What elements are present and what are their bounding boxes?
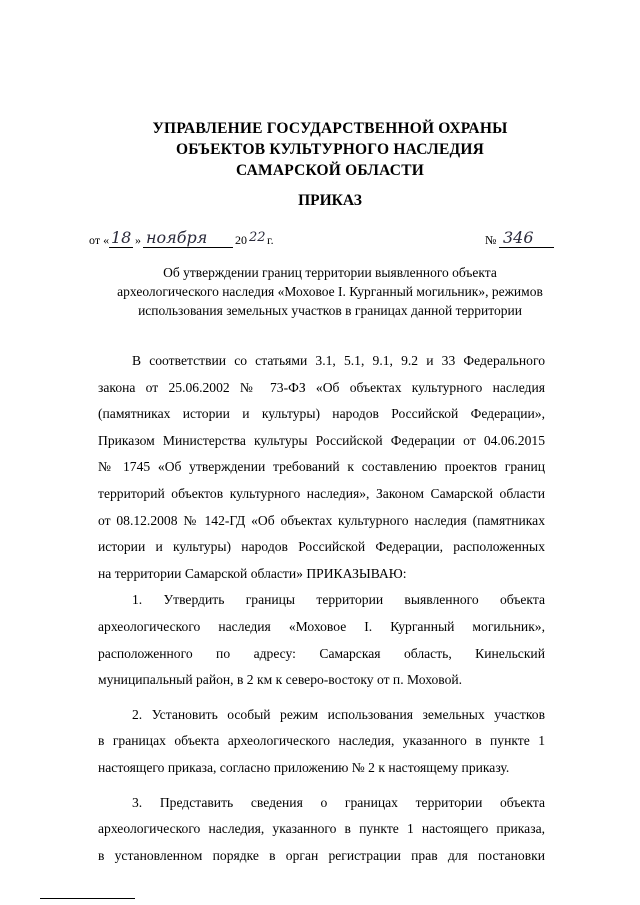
date-quote-close: » [135, 233, 141, 247]
header-line-1: УПРАВЛЕНИЕ ГОСУДАРСТВЕННОЙ ОХРАНЫ [152, 120, 508, 137]
preamble-line: (памятниках истории и культуры) народов Российской Федерации», [98, 406, 545, 422]
date-prefix: от « [89, 233, 110, 247]
clause-3-line: 3. Представить сведения о границах территории объекта [132, 794, 545, 810]
order-body [98, 348, 545, 869]
preamble-line: на территории Самарской области» ПРИКАЗЫВАЮ: [98, 565, 407, 581]
clause-2-paragraph [98, 702, 545, 782]
clause-2-line: в границах объекта археологического наследия, указанного в пункте 1 [98, 733, 545, 749]
clause-1-line: муниципальный район, в 2 км к северо-востоку от п. Моховой. [98, 672, 463, 688]
footnote-rule [40, 898, 135, 899]
preamble-paragraph [98, 348, 545, 587]
date-month-handwritten: ноября [146, 228, 208, 247]
order-title: ПРИКАЗ [298, 192, 362, 209]
clause-1-line: 1. Утвердить границы территории выявленного объекта [132, 592, 545, 608]
date-day-handwritten: 18 [111, 228, 132, 247]
month-underline [143, 247, 233, 248]
clause-1-line: археологического наследия «Моховое I. Курганный могильник», [98, 618, 545, 634]
clause-2-line: 2. Установить особый режим использования земельных участков [132, 706, 545, 722]
preamble-line: закона от 25.06.2002 № 73-ФЗ «Об объектах культурного наследия [98, 379, 545, 395]
order-subject [100, 263, 560, 320]
subject-line-1: Об утверждении границ территории выявленного объекта [163, 265, 497, 280]
year-handwritten: 22 [249, 230, 266, 245]
preamble-line: истории и культуры) народов Российской Федерации, расположенных [98, 539, 545, 555]
date-number-line [89, 228, 589, 250]
order-number-handwritten: 346 [503, 228, 534, 247]
preamble-line: территорий объектов культурного наследия», Законом Самарской области [98, 485, 545, 501]
clause-1-paragraph [98, 587, 545, 693]
clause-3-paragraph [98, 790, 545, 870]
header-line-3: САМАРСКОЙ ОБЛАСТИ [235, 162, 424, 179]
year-suffix: г. [267, 233, 274, 247]
subject-line-3: использования земельных участков в границах данной территории [138, 303, 522, 318]
number-underline [499, 247, 554, 248]
subject-line-2: археологического наследия «Моховое I. Курганный могильник», режимов [117, 284, 543, 299]
clause-3-line: археологического наследия, указанного в пункте 1 настоящего приказа, [98, 821, 545, 837]
preamble-line: Приказом Министерства культуры Российской Федерации от 04.06.2015 [98, 432, 545, 448]
year-printed: 20 [235, 233, 247, 247]
header-line-2: ОБЪЕКТОВ КУЛЬТУРНОГО НАСЛЕДИЯ [175, 141, 485, 158]
clause-3-line: в установленном порядке в орган регистрации прав для постановки [98, 847, 545, 863]
preamble-line: В соответствии со статьями 3.1, 5.1, 9.1, 9.2 и 33 Федерального [132, 353, 545, 368]
preamble-line: от 08.12.2008 № 142-ГД «Об объектах культурного наследия (памятниках [98, 512, 545, 528]
clause-1-line: расположенного по адресу: Самарская область, Кинельский [98, 645, 545, 661]
number-label: № [485, 233, 497, 247]
preamble-line: № 1745 «Об утверждении требований к составлению проектов границ [98, 459, 545, 475]
clause-2-line: настоящего приказа, согласно приложению № 2 к настоящему приказу. [98, 759, 510, 775]
day-underline [109, 247, 133, 248]
authority-header [80, 118, 580, 181]
